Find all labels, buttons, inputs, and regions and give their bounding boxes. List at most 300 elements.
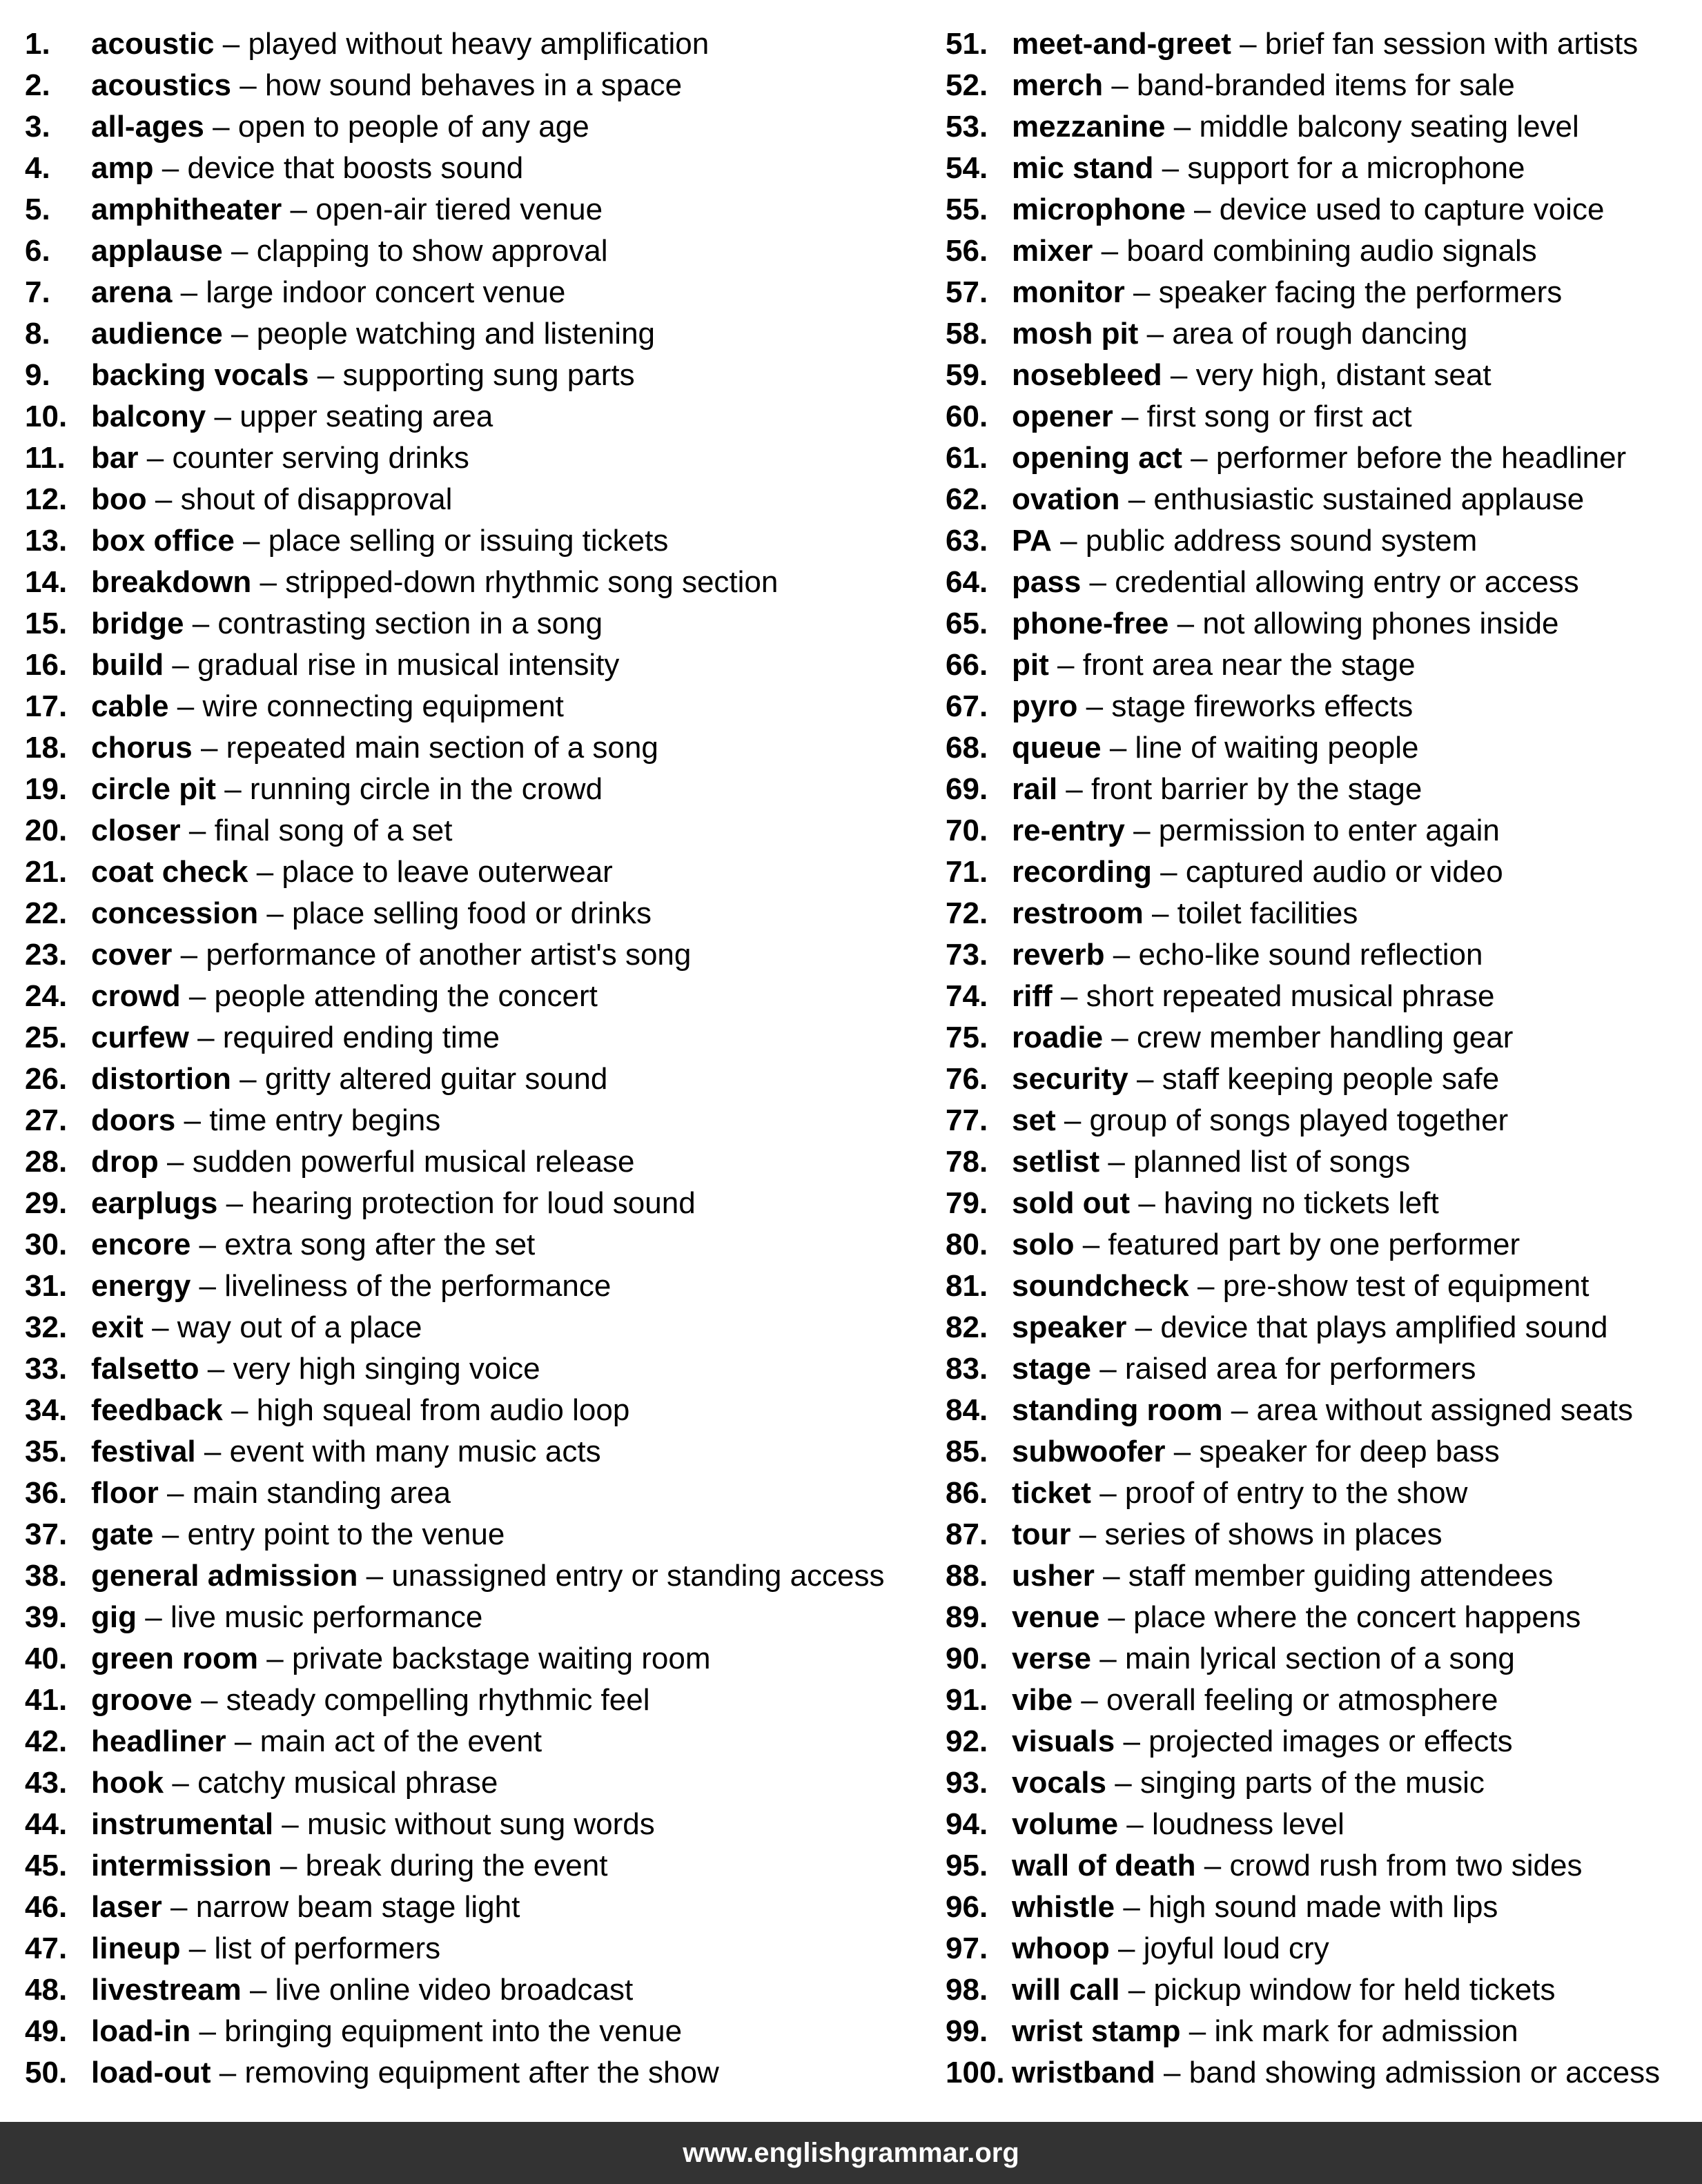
entry-separator: –: [1146, 317, 1164, 351]
entry-separator: –: [317, 358, 335, 392]
glossary-entry: [946, 934, 1691, 976]
glossary-entry: [25, 1969, 915, 2011]
glossary-entry: [25, 1473, 915, 1514]
entry-number: 70.: [946, 814, 988, 847]
entry-separator: –: [231, 1393, 248, 1427]
entry-term: all-ages: [91, 110, 204, 144]
entry-definition: live online video broadcast: [275, 1973, 634, 2007]
entry-number: 3.: [25, 110, 50, 144]
glossary-entry: [946, 1597, 1691, 1638]
entry-term: cover: [91, 938, 173, 972]
glossary-entry: [25, 1928, 915, 1969]
entry-definition: removing equipment after the show: [244, 2056, 719, 2089]
entry-separator: –: [249, 1973, 267, 2007]
entry-definition: board combining audio signals: [1126, 234, 1537, 268]
entry-separator: –: [260, 565, 277, 599]
entry-term: hook: [91, 1766, 164, 1800]
entry-separator: –: [1101, 234, 1119, 268]
entry-separator: –: [180, 275, 198, 309]
glossary-entry: [25, 603, 915, 645]
entry-number: 68.: [946, 731, 988, 765]
glossary-entry: [25, 1762, 915, 1804]
entry-definition: featured part by one performer: [1108, 1228, 1520, 1261]
entry-definition: crew member handling gear: [1137, 1021, 1514, 1054]
entry-separator: –: [1191, 441, 1208, 475]
entry-term: amphitheater: [91, 193, 282, 226]
entry-definition: band-branded items for sale: [1137, 68, 1515, 102]
entry-number: 83.: [946, 1352, 988, 1386]
entry-number: 55.: [946, 193, 988, 226]
glossary-entry: [25, 1721, 915, 1762]
entry-number: 58.: [946, 317, 988, 351]
glossary-column-right: [946, 23, 1691, 2094]
glossary-entry: [25, 1680, 915, 1721]
entry-term: restroom: [1012, 896, 1144, 930]
entry-number: 67.: [946, 689, 988, 723]
entry-number: 82.: [946, 1310, 988, 1344]
entry-term: instrumental: [91, 1807, 274, 1841]
entry-number: 28.: [25, 1145, 68, 1179]
glossary-entry: [25, 1100, 915, 1141]
entry-number: 25.: [25, 1021, 68, 1054]
entry-definition: stage fireworks effects: [1111, 689, 1414, 723]
entry-separator: –: [146, 441, 164, 475]
glossary-entry: [946, 976, 1691, 1017]
entry-term: backing vocals: [91, 358, 309, 392]
entry-definition: music without sung words: [307, 1807, 655, 1841]
entry-number: 47.: [25, 1931, 68, 1965]
entry-separator: –: [282, 1807, 299, 1841]
glossary-entry: [946, 2052, 1691, 2094]
footer-bar: [0, 2122, 1702, 2184]
entry-number: 75.: [946, 1021, 988, 1054]
entry-number: 29.: [25, 1186, 68, 1220]
entry-separator: –: [155, 482, 173, 516]
entry-number: 50.: [25, 2056, 68, 2089]
entry-term: festival: [91, 1435, 196, 1468]
entry-term: visuals: [1012, 1724, 1115, 1758]
entry-definition: area without assigned seats: [1256, 1393, 1633, 1427]
entry-term: standing room: [1012, 1393, 1223, 1427]
entry-separator: –: [180, 938, 198, 972]
glossary-entry: [25, 1845, 915, 1887]
entry-number: 43.: [25, 1766, 68, 1800]
entry-term: gate: [91, 1517, 154, 1551]
glossary-entry: [946, 1680, 1691, 1721]
entry-number: 16.: [25, 648, 68, 682]
entry-definition: front barrier by the stage: [1091, 772, 1422, 806]
entry-term: doors: [91, 1103, 176, 1137]
entry-separator: –: [1128, 482, 1146, 516]
entry-term: ovation: [1012, 482, 1120, 516]
entry-definition: main act of the event: [260, 1724, 542, 1758]
glossary-entry: [946, 1141, 1691, 1183]
glossary-entry: [946, 1928, 1691, 1969]
entry-term: set: [1012, 1103, 1056, 1137]
entry-definition: repeated main section of a song: [226, 731, 658, 765]
entry-term: general admission: [91, 1559, 358, 1593]
entry-definition: projected images or effects: [1148, 1724, 1513, 1758]
entry-definition: bringing equipment into the venue: [224, 2014, 683, 2048]
entry-separator: –: [204, 1435, 222, 1468]
entry-term: setlist: [1012, 1145, 1100, 1179]
entry-number: 30.: [25, 1228, 68, 1261]
glossary-entry: [946, 272, 1691, 313]
glossary-entry: [25, 769, 915, 810]
glossary-entry: [25, 1597, 915, 1638]
entry-number: 27.: [25, 1103, 68, 1137]
entry-separator: –: [199, 2014, 216, 2048]
entry-number: 45.: [25, 1849, 68, 1882]
glossary-entry: [946, 769, 1691, 810]
entry-number: 15.: [25, 607, 68, 640]
glossary-entry: [946, 1473, 1691, 1514]
entry-term: concession: [91, 896, 259, 930]
entry-definition: played without heavy amplification: [248, 27, 710, 61]
entry-separator: –: [162, 1517, 179, 1551]
entry-separator: –: [188, 814, 206, 847]
entry-separator: –: [1194, 193, 1211, 226]
glossary-entry: [25, 645, 915, 686]
entry-definition: line of waiting people: [1135, 731, 1419, 765]
glossary-entry: [25, 893, 915, 934]
glossary-entry: [946, 1514, 1691, 1555]
entry-number: 53.: [946, 110, 988, 144]
entry-term: earplugs: [91, 1186, 218, 1220]
entry-term: nosebleed: [1012, 358, 1162, 392]
entry-definition: performer before the headliner: [1215, 441, 1627, 475]
glossary-entry: [946, 65, 1691, 106]
entry-separator: –: [290, 193, 308, 226]
entry-number: 48.: [25, 1973, 68, 2007]
entry-number: 44.: [25, 1807, 68, 1841]
glossary-entry: [946, 479, 1691, 520]
glossary-entry: [25, 1183, 915, 1224]
entry-separator: –: [1170, 358, 1188, 392]
entry-definition: pre-show test of equipment: [1222, 1269, 1589, 1303]
entry-term: queue: [1012, 731, 1102, 765]
glossary-entry: [946, 686, 1691, 727]
glossary-entry: [25, 1266, 915, 1307]
entry-number: 26.: [25, 1062, 68, 1096]
entry-term: exit: [91, 1310, 144, 1344]
entry-number: 69.: [946, 772, 988, 806]
entry-number: 20.: [25, 814, 68, 847]
glossary-entry: [25, 520, 915, 562]
entry-definition: shout of disapproval: [180, 482, 453, 516]
glossary-entry: [25, 976, 915, 1017]
glossary-entry: [25, 1017, 915, 1059]
entry-definition: running circle in the crowd: [249, 772, 603, 806]
entry-separator: –: [239, 68, 257, 102]
entry-number: 38.: [25, 1559, 68, 1593]
entry-number: 56.: [946, 234, 988, 268]
glossary-entry: [946, 852, 1691, 893]
entry-definition: break during the event: [305, 1849, 608, 1882]
entry-number: 5.: [25, 193, 50, 226]
entry-definition: high squeal from audio loop: [256, 1393, 630, 1427]
glossary-entry: [946, 1348, 1691, 1390]
entry-definition: loudness level: [1152, 1807, 1344, 1841]
entry-separator: –: [1197, 1269, 1215, 1303]
glossary-entry: [25, 148, 915, 189]
entry-separator: –: [1108, 1145, 1125, 1179]
entry-term: meet-and-greet: [1012, 27, 1231, 61]
entry-definition: staff keeping people safe: [1162, 1062, 1500, 1096]
entry-definition: first song or first act: [1146, 400, 1412, 433]
entry-definition: unassigned entry or standing access: [391, 1559, 885, 1593]
entry-separator: –: [1099, 1476, 1117, 1510]
entry-term: distortion: [91, 1062, 231, 1096]
entry-separator: –: [239, 1062, 257, 1096]
entry-definition: crowd rush from two sides: [1229, 1849, 1583, 1882]
glossary-entry: [25, 1804, 915, 1845]
entry-separator: –: [162, 151, 179, 185]
entry-number: 85.: [946, 1435, 988, 1468]
glossary-entry: [946, 1224, 1691, 1266]
entry-separator: –: [188, 1931, 206, 1965]
entry-number: 8.: [25, 317, 50, 351]
entry-separator: –: [1081, 1683, 1098, 1717]
entry-number: 90.: [946, 1642, 988, 1675]
entry-definition: device that boosts sound: [187, 151, 524, 185]
entry-term: whistle: [1012, 1890, 1115, 1924]
glossary-entry: [25, 230, 915, 272]
entry-number: 23.: [25, 938, 68, 972]
entry-term: groove: [91, 1683, 193, 1717]
entry-separator: –: [172, 1766, 189, 1800]
entry-separator: –: [172, 648, 189, 682]
glossary-entry: [946, 645, 1691, 686]
entry-definition: captured audio or video: [1185, 855, 1503, 889]
entry-number: 59.: [946, 358, 988, 392]
entry-definition: band showing admission or access: [1189, 2056, 1661, 2089]
entry-term: recording: [1012, 855, 1152, 889]
entry-number: 57.: [946, 275, 988, 309]
entry-number: 2.: [25, 68, 50, 102]
entry-number: 80.: [946, 1228, 988, 1261]
entry-number: 71.: [946, 855, 988, 889]
entry-definition: upper seating area: [239, 400, 493, 433]
glossary-entry: [946, 355, 1691, 396]
entry-definition: narrow beam stage light: [195, 1890, 520, 1924]
entry-separator: –: [1123, 1890, 1140, 1924]
entry-number: 92.: [946, 1724, 988, 1758]
entry-number: 93.: [946, 1766, 988, 1800]
entry-definition: place where the concert happens: [1133, 1600, 1581, 1634]
glossary-entry: [25, 106, 915, 148]
entry-definition: performance of another artist's song: [206, 938, 692, 972]
entry-separator: –: [1135, 1310, 1153, 1344]
entry-term: soundcheck: [1012, 1269, 1189, 1303]
entry-separator: –: [280, 1849, 297, 1882]
entry-number: 76.: [946, 1062, 988, 1096]
entry-separator: –: [167, 1145, 184, 1179]
glossary-entry: [25, 727, 915, 769]
entry-term: opening act: [1012, 441, 1182, 475]
entry-number: 22.: [25, 896, 68, 930]
entry-term: volume: [1012, 1807, 1119, 1841]
entry-separator: –: [1173, 1435, 1191, 1468]
entry-definition: middle balcony seating level: [1199, 110, 1579, 144]
entry-separator: –: [1133, 275, 1151, 309]
glossary-entry: [25, 1431, 915, 1473]
glossary-entry: [25, 2052, 915, 2094]
entry-term: closer: [91, 814, 181, 847]
entry-definition: not allowing phones inside: [1202, 607, 1559, 640]
entry-definition: brief fan session with artists: [1264, 27, 1639, 61]
entry-separator: –: [177, 689, 195, 723]
entry-separator: –: [1057, 648, 1075, 682]
entry-definition: enthusiastic sustained applause: [1153, 482, 1585, 516]
glossary-entry: [25, 686, 915, 727]
glossary-entry: [946, 313, 1691, 355]
entry-separator: –: [219, 2056, 237, 2089]
entry-separator: –: [1064, 1103, 1082, 1137]
entry-term: monitor: [1012, 275, 1125, 309]
entry-number: 40.: [25, 1642, 68, 1675]
entry-number: 42.: [25, 1724, 68, 1758]
entry-definition: required ending time: [222, 1021, 500, 1054]
entry-definition: people attending the concert: [214, 979, 598, 1013]
footer-url[interactable]: www.englishgrammar.org: [683, 2138, 1019, 2168]
entry-term: falsetto: [91, 1352, 199, 1386]
entry-term: will call: [1012, 1973, 1120, 2007]
entry-definition: clapping to show approval: [256, 234, 608, 268]
entry-separator: –: [1111, 68, 1128, 102]
entry-term: opener: [1012, 400, 1113, 433]
glossary-entry: [946, 2011, 1691, 2052]
glossary-entry: [946, 1887, 1691, 1928]
entry-definition: hearing protection for loud sound: [251, 1186, 696, 1220]
entry-term: vocals: [1012, 1766, 1106, 1800]
entry-number: 21.: [25, 855, 68, 889]
entry-definition: open-air tiered venue: [315, 193, 603, 226]
entry-separator: –: [1151, 896, 1169, 930]
entry-definition: gradual rise in musical intensity: [197, 648, 620, 682]
entry-number: 18.: [25, 731, 68, 765]
entry-separator: –: [145, 1600, 162, 1634]
entry-term: load-in: [91, 2014, 191, 2048]
entry-definition: wire connecting equipment: [202, 689, 564, 723]
entry-number: 24.: [25, 979, 68, 1013]
glossary-entry: [25, 313, 915, 355]
entry-term: cable: [91, 689, 169, 723]
entry-number: 79.: [946, 1186, 988, 1220]
entry-definition: very high singing voice: [233, 1352, 540, 1386]
entry-separator: –: [197, 1021, 215, 1054]
entry-definition: series of shows in places: [1104, 1517, 1442, 1551]
entry-definition: way out of a place: [177, 1310, 422, 1344]
entry-number: 51.: [946, 27, 988, 61]
entry-definition: ink mark for admission: [1214, 2014, 1518, 2048]
glossary-entry: [25, 1348, 915, 1390]
glossary-entry: [946, 1555, 1691, 1597]
entry-separator: –: [256, 855, 274, 889]
glossary-entry: [25, 1224, 915, 1266]
entry-term: tour: [1012, 1517, 1071, 1551]
entry-term: chorus: [91, 731, 193, 765]
entry-number: 100.: [946, 2056, 1005, 2089]
entry-number: 11.: [25, 441, 66, 475]
entry-number: 98.: [946, 1973, 988, 2007]
entry-definition: high sound made with lips: [1148, 1890, 1498, 1924]
entry-number: 74.: [946, 979, 988, 1013]
entry-definition: liveliness of the performance: [224, 1269, 612, 1303]
entry-number: 19.: [25, 772, 68, 806]
entry-term: crowd: [91, 979, 181, 1013]
entry-separator: –: [222, 27, 240, 61]
glossary-entry: [946, 1017, 1691, 1059]
glossary-entry: [25, 1059, 915, 1100]
entry-separator: –: [1060, 524, 1077, 558]
entry-definition: people watching and listening: [256, 317, 656, 351]
entry-definition: sudden powerful musical release: [192, 1145, 635, 1179]
glossary-entry: [946, 106, 1691, 148]
entry-separator: –: [1103, 1559, 1120, 1593]
entry-definition: supporting sung parts: [342, 358, 635, 392]
entry-number: 36.: [25, 1476, 68, 1510]
entry-term: circle pit: [91, 772, 216, 806]
entry-separator: –: [1109, 731, 1127, 765]
glossary-entry: [946, 1183, 1691, 1224]
entry-number: 12.: [25, 482, 68, 516]
entry-number: 4.: [25, 151, 50, 185]
entry-definition: steady compelling rhythmic feel: [226, 1683, 650, 1717]
entry-number: 91.: [946, 1683, 988, 1717]
entry-term: box office: [91, 524, 235, 558]
entry-separator: –: [170, 1890, 188, 1924]
entry-separator: –: [1060, 979, 1078, 1013]
entry-term: encore: [91, 1228, 191, 1261]
entry-number: 41.: [25, 1683, 68, 1717]
entry-separator: –: [188, 979, 206, 1013]
glossary-entry: [946, 1390, 1691, 1431]
entry-term: PA: [1012, 524, 1052, 558]
entry-definition: proof of entry to the show: [1124, 1476, 1468, 1510]
entry-number: 94.: [946, 1807, 988, 1841]
entry-term: bar: [91, 441, 139, 475]
entry-definition: time entry begins: [209, 1103, 441, 1137]
glossary-entry: [25, 355, 915, 396]
entry-separator: –: [231, 317, 248, 351]
entry-separator: –: [1138, 1186, 1155, 1220]
glossary-entry: [946, 727, 1691, 769]
glossary-entry: [946, 1721, 1691, 1762]
entry-definition: having no tickets left: [1164, 1186, 1439, 1220]
entry-term: wall of death: [1012, 1849, 1196, 1882]
entry-term: acoustics: [91, 68, 231, 102]
entry-definition: place selling or issuing tickets: [268, 524, 669, 558]
entry-term: sold out: [1012, 1186, 1131, 1220]
entry-term: bridge: [91, 607, 184, 640]
entry-number: 7.: [25, 275, 50, 309]
entry-term: stage: [1012, 1352, 1091, 1386]
entry-number: 61.: [946, 441, 988, 475]
entry-number: 37.: [25, 1517, 68, 1551]
entry-term: rail: [1012, 772, 1058, 806]
entry-separator: –: [243, 524, 260, 558]
entry-separator: –: [200, 731, 218, 765]
entry-term: headliner: [91, 1724, 226, 1758]
entry-definition: counter serving drinks: [172, 441, 469, 475]
entry-number: 99.: [946, 2014, 988, 2048]
entry-definition: list of performers: [214, 1931, 441, 1965]
glossary-entry: [946, 396, 1691, 437]
entry-term: load-out: [91, 2056, 211, 2089]
entry-number: 87.: [946, 1517, 988, 1551]
entry-definition: toilet facilities: [1177, 896, 1358, 930]
